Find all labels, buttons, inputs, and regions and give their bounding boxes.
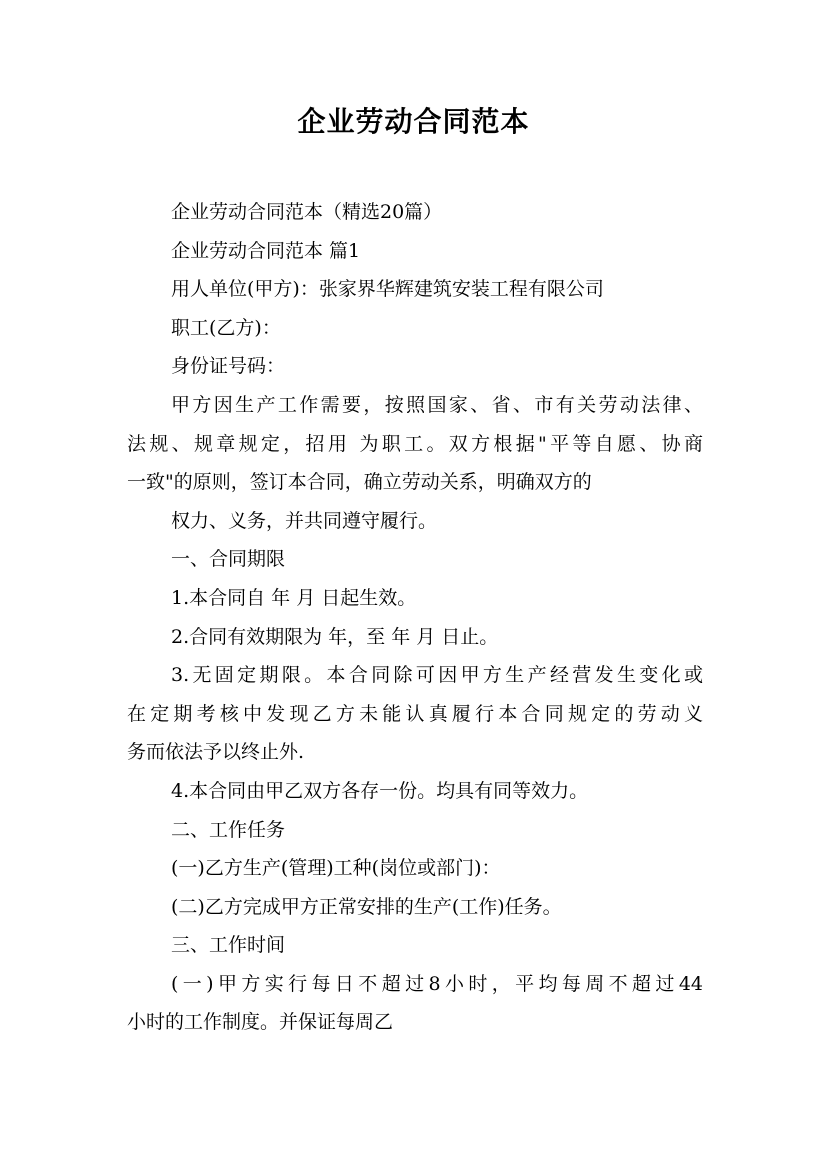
text-line: 甲方因生产工作需要，按照国家、省、市有关劳动法律、 — [171, 393, 703, 416]
text-line: 4.本合同由甲乙双方各存一份。均具有同等效力。 — [171, 779, 589, 802]
text-line: 在定期考核中发现乙方未能认真履行本合同规定的劳动义 — [127, 702, 703, 725]
text-line: 小时的工作制度。并保证每周乙 — [127, 1011, 394, 1034]
text-line: 法规、规章规定，招用 为职工。双方根据"平等自愿、协商 — [127, 432, 703, 455]
text-line: 二、工作任务 — [171, 818, 286, 841]
text-line: 企业劳动合同范本 篇1 — [171, 239, 361, 262]
text-line: 身份证号码： — [171, 355, 286, 378]
text-line: 3.无固定期限。本合同除可因甲方生产经营发生变化或 — [171, 664, 703, 687]
text-line: 职工(乙方)： — [171, 316, 281, 339]
document-body — [127, 193, 703, 1042]
text-line: (一)乙方生产(管理)工种(岗位或部门)： — [171, 857, 501, 880]
text-line: 务而依法予以终止外. — [127, 741, 305, 764]
text-line: 用人单位(甲方)：张家界华辉建筑安装工程有限公司 — [171, 278, 604, 301]
text-line: (一)甲方实行每日不超过8小时，平均每周不超过44 — [171, 972, 703, 995]
text-line: 三、工作时间 — [171, 934, 286, 957]
text-line: (二)乙方完成甲方正常安排的生产(工作)任务。 — [171, 895, 562, 918]
text-line: 权力、义务，并共同遵守履行。 — [171, 509, 438, 532]
text-line: 一、合同期限 — [171, 548, 286, 571]
text-line: 一致"的原则，签订本合同，确立劳动关系，明确双方的 — [127, 471, 592, 494]
text-line: 企业劳动合同范本（精选20篇） — [171, 201, 443, 223]
text-line: 1.本合同自 年 月 日起生效。 — [171, 586, 417, 609]
text-line: 2.合同有效期限为 年，至 年 月 日止。 — [171, 625, 499, 648]
document-title: 企业劳动合同范本 — [297, 105, 530, 138]
